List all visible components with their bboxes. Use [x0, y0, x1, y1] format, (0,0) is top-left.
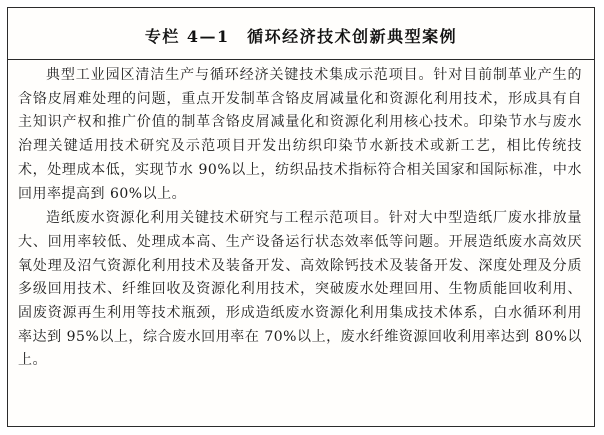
paragraph-industrial-park: 典型工业园区清洁生产与循环经济关键技术集成示范项目。针对目前制革业产生的含铬皮屑难处理的问题，重点开发制革含铬皮屑减量化和资源化利用技术，形成具有自主知识产权和推广价值的制革含铬皮屑减量化和资源化利用核心技术。印染节水与废水治理关键适用技术研究及示范项目开发出纺织印染节水新技术或新工艺，相比传统技术，处理成本低，实现节水 90%以上，纺织品技术指标符合相关国家和国际标准，中水回用率提高到 60%以上。 [18, 67, 582, 202]
paragraph-papermaking-wastewater: 造纸废水资源化利用关键技术研究与工程示范项目。针对大中型造纸厂废水排放量大、回用率较低、处理成本高、生产设备运行状态效率低等问题。开展造纸废水高效厌氧处理及沼气资源化利用技术及装备开发、高效除钙技术及装备开发、深度处理及分质多级回用技术、纤维回收及资源化利用技术，突破废水处理回用、生物质能回收利用、固废资源再生利用等技术瓶颈，形成造纸废水资源化利用集成技术体系，白水循环利用率达到 95%以上，综合废水回用率在 70%以上，废水纤维资源回收利用率达到 80%以上。 [18, 210, 582, 369]
box-content [8, 60, 594, 373]
box-title: 专栏 4—1 循环经济技术创新典型案例 [144, 27, 458, 46]
case-study-box [7, 7, 595, 427]
